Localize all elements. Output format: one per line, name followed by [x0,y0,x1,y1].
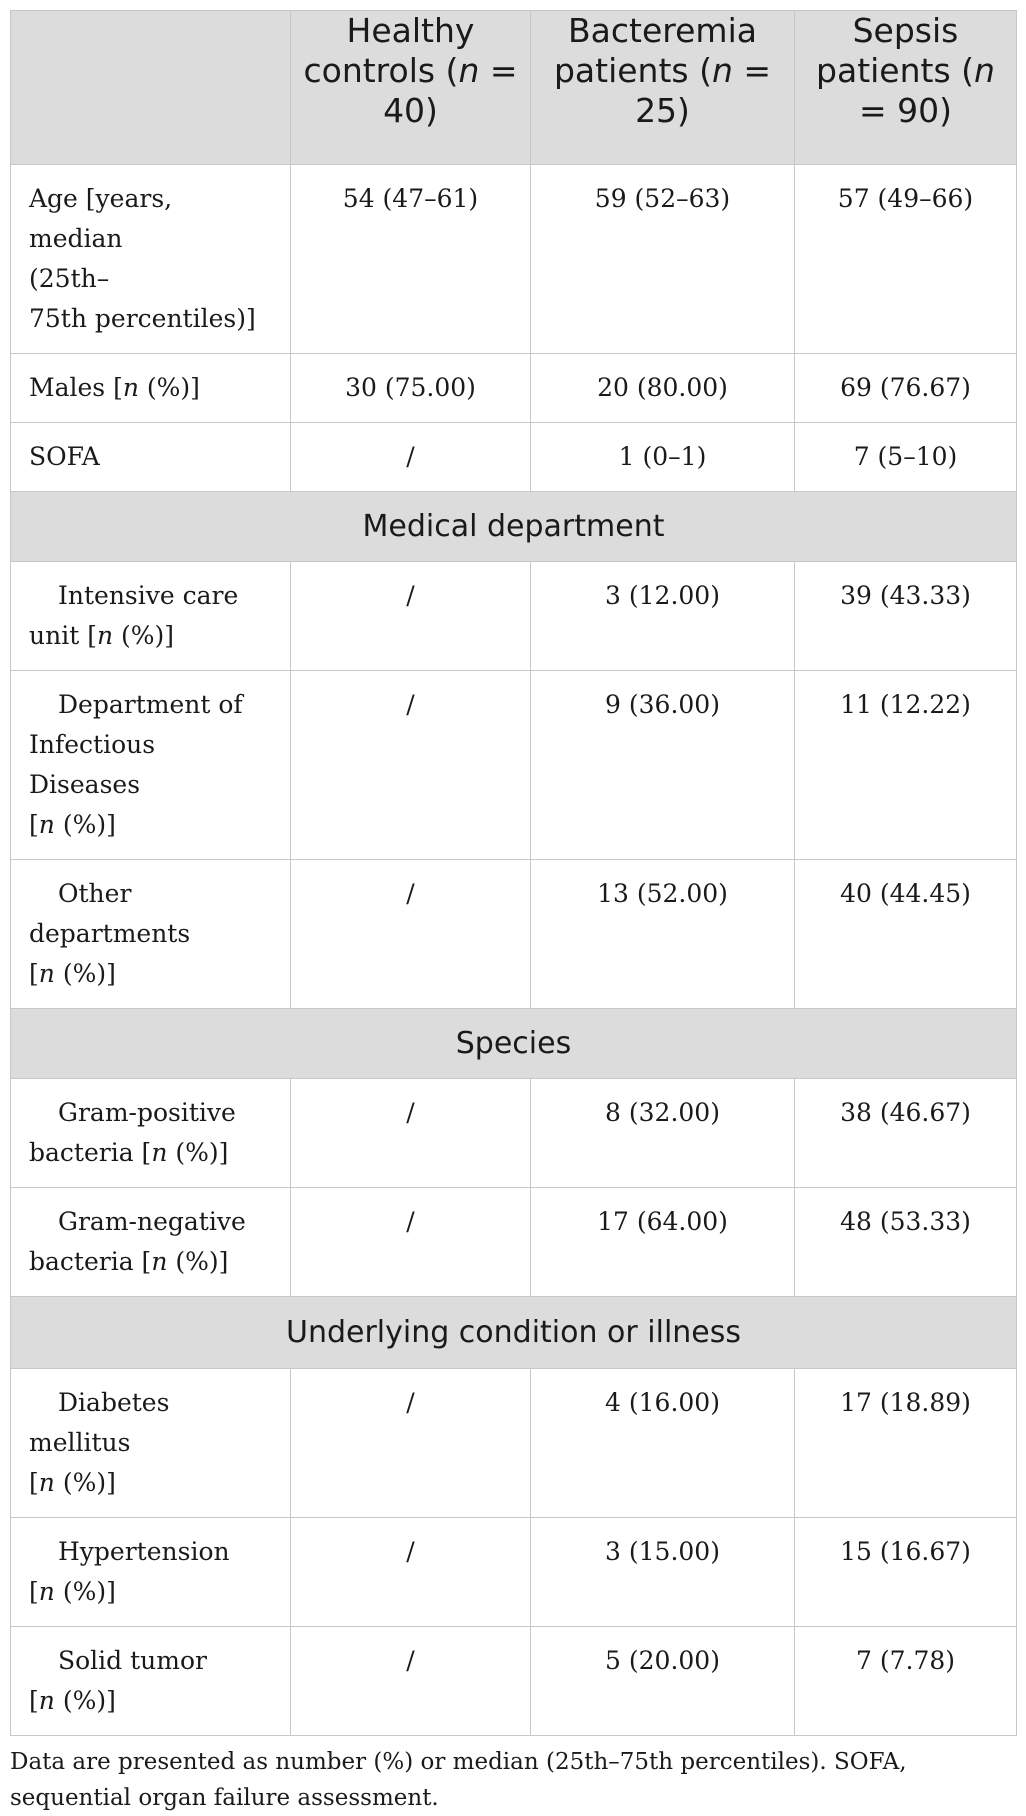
table-wrapper [10,10,1016,1816]
header-bacteremia-patients: Bacteremia patients (n = 25) [531,11,795,165]
cell-bacteremia: 13 (52.00) [531,860,795,1009]
cell-healthy: / [291,423,531,492]
table-row-icu [11,562,1017,671]
cell-sepsis: 7 (5–10) [795,423,1017,492]
cell-sepsis: 69 (76.67) [795,354,1017,423]
section-heading: Medical department [11,492,1017,562]
cell-healthy: / [291,1079,531,1188]
row-label-sofa: SOFA [11,423,291,492]
header-sepsis-patients: Sepsis patients (n = 90) [795,11,1017,165]
cell-healthy: 54 (47–61) [291,165,531,354]
cell-healthy: 30 (75.00) [291,354,531,423]
cell-sepsis: 15 (16.67) [795,1518,1017,1627]
cell-healthy: / [291,671,531,860]
row-label-diabetes: Diabetes mellitus [n (%)] [11,1369,291,1518]
table-row-other-departments [11,860,1017,1009]
row-label-other-departments: Other departments [n (%)] [11,860,291,1009]
row-label-gram-positive: Gram-positive bacteria [n (%)] [11,1079,291,1188]
table-header-row [11,11,1017,165]
table-row-gram-negative [11,1188,1017,1297]
cell-bacteremia: 4 (16.00) [531,1369,795,1518]
table-row-age [11,165,1017,354]
cell-sepsis: 11 (12.22) [795,671,1017,860]
demographics-table [10,10,1017,1736]
cell-healthy: / [291,1518,531,1627]
row-label-infectious-diseases: Department of Infectious Diseases [n (%)] [11,671,291,860]
row-label-icu: Intensive care unit [n (%)] [11,562,291,671]
section-row-species [11,1009,1017,1079]
table-row-diabetes [11,1369,1017,1518]
cell-sepsis: 48 (53.33) [795,1188,1017,1297]
header-label-cell [11,11,291,165]
cell-bacteremia: 20 (80.00) [531,354,795,423]
table-row-gram-positive [11,1079,1017,1188]
table-row-hypertension [11,1518,1017,1627]
header-healthy-controls: Healthy controls (n = 40) [291,11,531,165]
table-row-infectious-diseases [11,671,1017,860]
section-row-underlying-condition [11,1297,1017,1369]
cell-bacteremia: 8 (32.00) [531,1079,795,1188]
table-row-solid-tumor [11,1627,1017,1736]
cell-bacteremia: 3 (12.00) [531,562,795,671]
section-heading: Species [11,1009,1017,1079]
row-label-males: Males [n (%)] [11,354,291,423]
cell-healthy: / [291,1369,531,1518]
cell-bacteremia: 1 (0–1) [531,423,795,492]
cell-healthy: / [291,1627,531,1736]
cell-bacteremia: 3 (15.00) [531,1518,795,1627]
cell-sepsis: 39 (43.33) [795,562,1017,671]
cell-sepsis: 40 (44.45) [795,860,1017,1009]
cell-sepsis: 38 (46.67) [795,1079,1017,1188]
cell-sepsis: 7 (7.78) [795,1627,1017,1736]
cell-bacteremia: 59 (52–63) [531,165,795,354]
section-row-medical-department [11,492,1017,562]
table-footnote: Data are presented as number (%) or median (25th–75th percentiles). SOFA, sequential organ failure assessment. [10,1749,907,1811]
table-row-sofa [11,423,1017,492]
row-label-hypertension: Hypertension [n (%)] [11,1518,291,1627]
cell-sepsis: 57 (49–66) [795,165,1017,354]
row-label-gram-negative: Gram-negative bacteria [n (%)] [11,1188,291,1297]
row-label-age: Age [years, median (25th– 75th percentiles)] [11,165,291,354]
cell-sepsis: 17 (18.89) [795,1369,1017,1518]
section-heading: Underlying condition or illness [11,1297,1017,1369]
cell-bacteremia: 5 (20.00) [531,1627,795,1736]
row-label-solid-tumor: Solid tumor [n (%)] [11,1627,291,1736]
cell-healthy: / [291,1188,531,1297]
cell-bacteremia: 9 (36.00) [531,671,795,860]
table-row-males [11,354,1017,423]
cell-bacteremia: 17 (64.00) [531,1188,795,1297]
cell-healthy: / [291,562,531,671]
cell-healthy: / [291,860,531,1009]
